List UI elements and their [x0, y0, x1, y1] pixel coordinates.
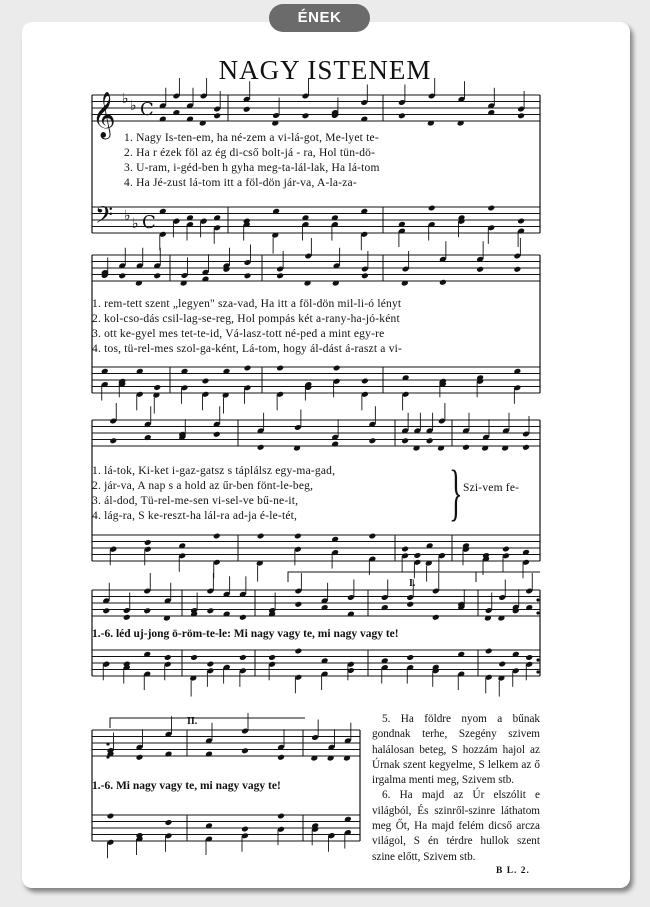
- note-head: [102, 607, 110, 614]
- note-head: [136, 754, 144, 761]
- note-head: [206, 661, 214, 668]
- note-head: [502, 546, 510, 553]
- note-head: [164, 654, 172, 661]
- time-signature: C: [142, 212, 156, 233]
- note-head: [107, 813, 115, 820]
- lyric-line: 1. lá-tok, Ki-ket i-gaz-gatsz s táplálsz egy-ma-gad,: [92, 465, 336, 477]
- note-head: [401, 546, 409, 553]
- note-head: [190, 654, 198, 661]
- note-head: [294, 601, 302, 608]
- hymn-title: NAGY ISTENEM: [218, 55, 432, 85]
- note-head: [268, 654, 276, 661]
- note-head: [294, 533, 302, 540]
- note-head: [485, 648, 493, 655]
- note-head: [257, 533, 265, 540]
- note-head: [462, 444, 470, 451]
- flat-sign: ♭: [122, 91, 129, 107]
- note-head: [213, 431, 221, 438]
- repeat-dot: [536, 670, 539, 673]
- repeat-dot: [536, 658, 539, 661]
- note-head: [432, 614, 440, 621]
- flat-sign: ♭: [124, 208, 131, 224]
- flat-sign: ♭: [132, 216, 139, 232]
- note-head: [368, 533, 376, 540]
- lyric-line: 4. tos, tü-rel-mes szol-ga-ként, Lá-tom, hogy ál-dást á-raszt a vi-: [92, 343, 403, 355]
- note-head: [302, 112, 310, 119]
- note-head: [413, 552, 421, 559]
- volta-label: II.: [187, 716, 198, 727]
- note-head: [333, 365, 341, 372]
- volta-label: I.: [409, 578, 416, 589]
- note-head: [513, 266, 521, 273]
- note-head: [525, 654, 533, 661]
- time-signature: C: [140, 99, 154, 120]
- note-head: [241, 826, 249, 833]
- flat-sign: ♭: [130, 98, 137, 114]
- note-head: [517, 218, 525, 225]
- note-head: [522, 444, 530, 451]
- lyric-line: 3. ott ke-gyel mes tet-te-id, Vá-lasz-tott né-ped a mint egy-re: [92, 328, 385, 340]
- note-head: [257, 444, 265, 451]
- note-head: [439, 279, 447, 286]
- lyric-line: 4. Ha Jé-zust lá-tom itt a föl-dön jár-va, A-la-za-: [124, 177, 357, 189]
- note-head: [206, 607, 214, 614]
- note-head: [213, 112, 221, 119]
- note-head: [276, 272, 284, 279]
- note-head: [406, 601, 414, 608]
- note-head: [294, 648, 302, 655]
- note-head: [244, 365, 252, 372]
- additional-stanzas: [372, 712, 540, 865]
- note-head: [144, 539, 152, 546]
- note-head: [239, 654, 247, 661]
- repeat-dot: [106, 742, 109, 745]
- note-head: [428, 205, 436, 212]
- note-head: [241, 747, 249, 754]
- note-head: [498, 661, 506, 668]
- note-head: [361, 272, 369, 279]
- stanza-5: 5. Ha földre nyom a bűnak gondnak terhe, Szegény szivem halálosan beteg, S hozzám hajol az Úrnak szent kegyelme, S lelkem az ő irgalma menti meg, Szivem stb.: [372, 713, 540, 787]
- treble-clef: 𝄞: [92, 92, 116, 138]
- lyric-line: 3. ál-dod, Tü-rel-me-sen vi-sel-ve bű-ne-it,: [92, 495, 299, 507]
- stanza-6: 6. Ha majd az Úr elszólit e világból, És szinről-szinre láthatom meg Őt, Ha majd felém dicső arcza világol, S én térdre hullok szent szine előtt, Szivem stb.: [372, 789, 540, 863]
- note-head: [153, 272, 161, 279]
- stanza-brace: }: [449, 459, 463, 527]
- lyric-line: 2. jár-va, A nap s a hold az űr-ben fönt-le-beg,: [92, 480, 314, 492]
- note-head: [244, 272, 252, 279]
- note-head: [406, 654, 414, 661]
- lyric-line: 2. Ha r ézek föl az ég di-cső bolt-já - ra, Hol tün-dö-: [124, 147, 376, 159]
- repeat-dot: [536, 611, 539, 614]
- lyric-line: 4. lág-ra, S ke-reszt-ha lál-ra ad-ja é-le-tét,: [92, 510, 298, 522]
- lyric-line: 3. U-ram, i-géd-ben h gyha meg-ta-lál-lak, Ha lá-tom: [124, 162, 380, 174]
- note-head: [118, 272, 126, 279]
- hymn-code: B L. 2.: [496, 866, 530, 876]
- note-head: [398, 112, 406, 119]
- repeat-dot: [106, 755, 109, 758]
- section-tab: ÉNEK: [269, 4, 370, 32]
- note-head: [401, 437, 409, 444]
- bass-clef: 𝄢: [95, 201, 114, 234]
- note-head: [109, 437, 117, 444]
- note-head: [368, 437, 376, 444]
- note-head: [202, 378, 210, 385]
- repeat-dot: [536, 598, 539, 601]
- note-head: [143, 607, 151, 614]
- note-head: [487, 205, 495, 212]
- note-head: [277, 754, 285, 761]
- lyric-line: 1. Nagy Is-ten-em, ha né-zem a vi-lá-got, Me-lyet te-: [124, 132, 379, 144]
- lyric-line: 1.-6. léd uj-jong ö-röm-te-le: Mi nagy vagy te, mi nagy vagy te!: [92, 628, 399, 640]
- note-head: [123, 614, 131, 621]
- note-head: [476, 266, 484, 273]
- note-head: [165, 819, 173, 826]
- note-head: [153, 384, 161, 391]
- note-head: [426, 437, 434, 444]
- volta-bracket: [110, 718, 305, 728]
- note-head: [361, 378, 369, 385]
- note-head: [243, 106, 251, 113]
- note-head: [517, 112, 525, 119]
- note-head: [277, 813, 285, 820]
- lyric-line: 2. kol-cso-dás csil-lag-se-reg, Hol pompás két a-rany-ha-jó-ként: [92, 313, 400, 325]
- lyric-line: 1.-6. Mi nagy vagy te, mi nagy vagy te!: [92, 780, 281, 792]
- note-head: [276, 365, 284, 372]
- refrain-start-lyric: Szi-vem fe-: [463, 482, 520, 494]
- note-head: [239, 614, 247, 621]
- lyric-line: 1. rem-tett szent „legyen" sza-vad, Ha itt a föl-dön mil-li-ó lényt: [92, 298, 402, 310]
- note-head: [213, 533, 221, 540]
